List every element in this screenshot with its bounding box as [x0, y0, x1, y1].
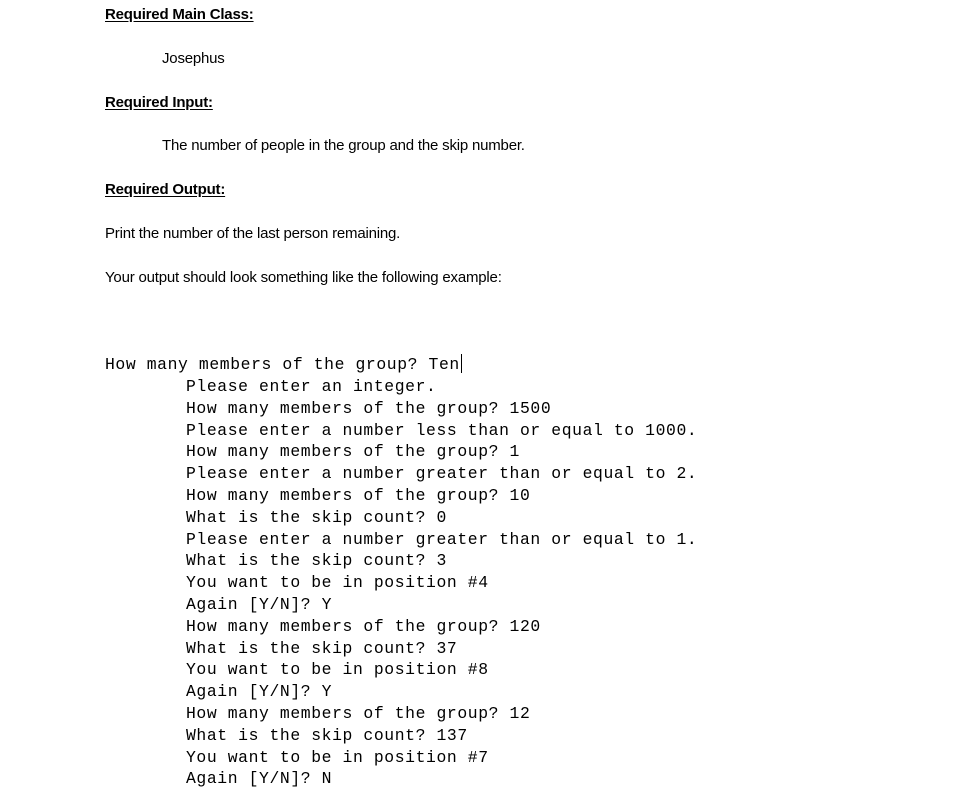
- console-line: You want to be in position #4: [186, 573, 489, 593]
- console-line: Please enter a number greater than or equal to 1.: [186, 529, 698, 549]
- console-line: What is the skip count? 3: [186, 551, 447, 571]
- output-value: Print the number of the last person remaining.: [105, 225, 401, 242]
- input-heading: Required Input:: [105, 94, 213, 111]
- console-line: Please enter a number less than or equal to 1000.: [186, 420, 698, 440]
- console-line: How many members of the group? 1: [186, 442, 520, 462]
- input-value: The number of people in the group and the skip number.: [162, 137, 525, 154]
- console-line: You want to be in position #8: [186, 660, 489, 680]
- main-class-heading: Required Main Class:: [105, 6, 254, 23]
- console-output: [186, 376, 697, 790]
- console-line: What is the skip count? 37: [186, 638, 458, 658]
- console-first-line: [105, 354, 462, 376]
- console-line: You want to be in position #7: [186, 747, 489, 767]
- console-line: Please enter an integer.: [186, 377, 437, 396]
- console-line: What is the skip count? 137: [186, 725, 468, 745]
- console-line: Again [Y/N]? N: [186, 769, 333, 789]
- console-line: How many members of the group? 120: [186, 616, 541, 636]
- console-line: How many members of the group? 1500: [186, 398, 552, 418]
- console-line: How many members of the group? 12: [186, 703, 531, 723]
- console-line: Again [Y/N]? Y: [186, 682, 333, 702]
- text-cursor: [461, 354, 462, 373]
- console-line: Please enter a number greater than or equal to 2.: [186, 464, 698, 484]
- console-line: Again [Y/N]? Y: [186, 594, 333, 614]
- console-line-text: How many members of the group? Ten: [105, 355, 460, 374]
- output-heading: Required Output:: [105, 181, 226, 198]
- console-line: How many members of the group? 10: [186, 485, 531, 505]
- example-intro: Your output should look something like the following example:: [105, 269, 502, 286]
- main-class-value: Josephus: [162, 50, 225, 67]
- console-line: What is the skip count? 0: [186, 507, 447, 527]
